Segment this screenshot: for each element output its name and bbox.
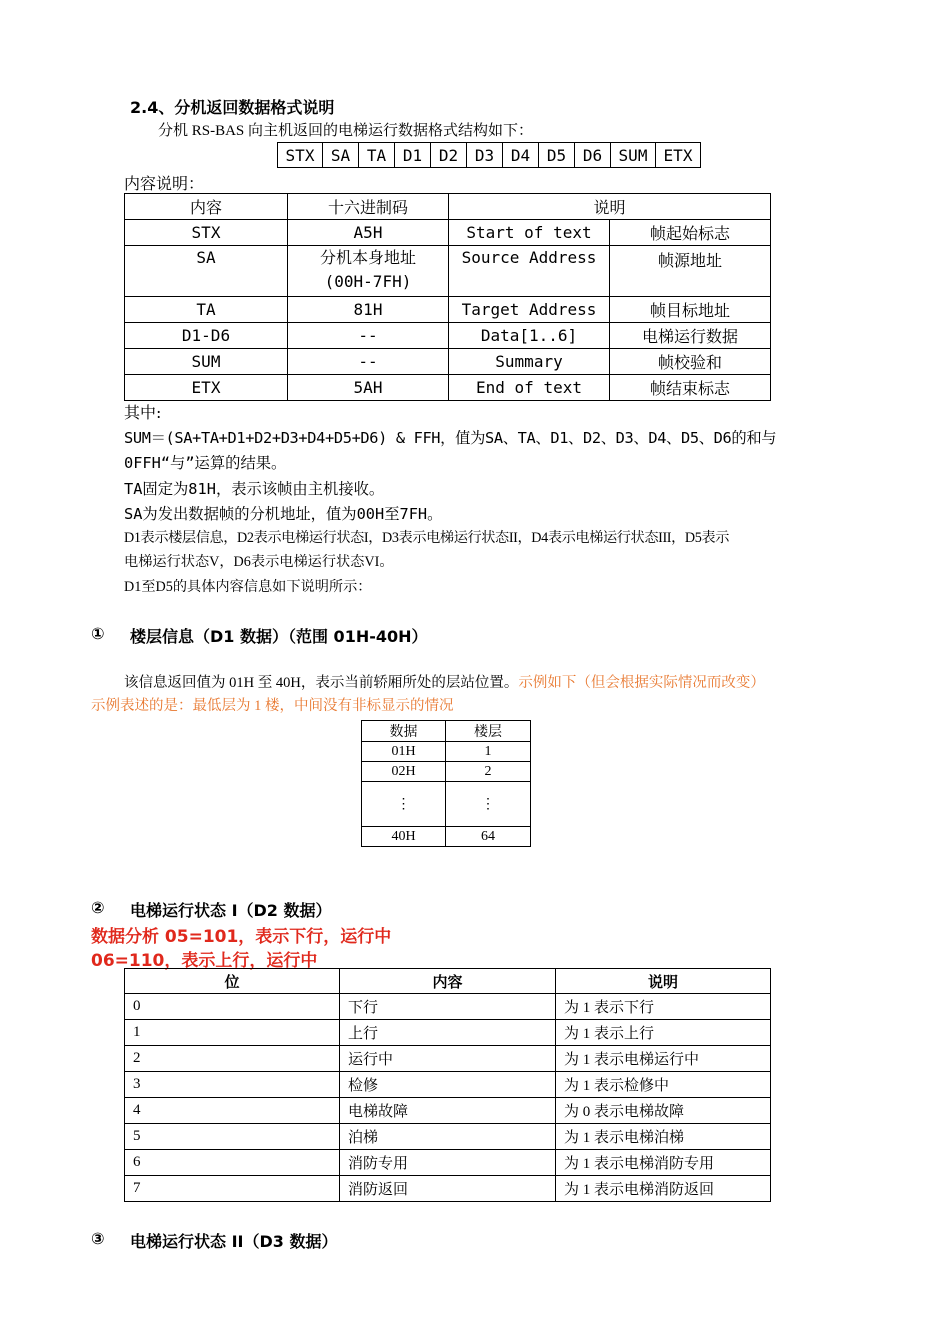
cell: 为 1 表示电梯运行中 bbox=[556, 1046, 771, 1072]
cell: 为 1 表示电梯消防返回 bbox=[556, 1176, 771, 1202]
sub1-number: ① bbox=[91, 624, 105, 643]
frame-field: SA bbox=[323, 143, 359, 168]
table-row bbox=[125, 1046, 771, 1072]
sub3-number: ③ bbox=[91, 1229, 105, 1248]
cell: 泊梯 bbox=[340, 1124, 556, 1150]
cell: 检修 bbox=[340, 1072, 556, 1098]
table-row bbox=[125, 1150, 771, 1176]
table-header: 说明 bbox=[556, 969, 771, 994]
cell: D1-D6 bbox=[125, 323, 288, 349]
table-row bbox=[125, 297, 771, 323]
sub2-analysis-1: 数据分析 05=101，表示下行，运行中 bbox=[91, 927, 392, 947]
sum-line-2: 0FFH“与”运算的结果。 bbox=[124, 454, 287, 472]
cell: Data[1..6] bbox=[449, 323, 610, 349]
table-row bbox=[125, 246, 771, 297]
table-header: 内容 bbox=[125, 194, 288, 220]
table-row bbox=[362, 762, 531, 782]
cell: 电梯故障 bbox=[340, 1098, 556, 1124]
table-row bbox=[362, 782, 531, 827]
notes-label: 其中: bbox=[124, 403, 162, 422]
cell: 为 1 表示电梯泊梯 bbox=[556, 1124, 771, 1150]
table-header: 位 bbox=[125, 969, 340, 994]
cell: 5 bbox=[125, 1124, 340, 1150]
table-row bbox=[125, 1176, 771, 1202]
sub1-desc-text: 该信息返回值为 01H 至 40H，表示当前轿厢所处的层站位置。 bbox=[124, 675, 519, 691]
sub1-title: 楼层信息（D1 数据）（范围 01H-40H） bbox=[130, 627, 428, 646]
cell: 64 bbox=[446, 827, 531, 847]
table-row bbox=[125, 994, 771, 1020]
frame-field: D2 bbox=[431, 143, 467, 168]
cell: 帧结束标志 bbox=[610, 375, 771, 401]
cell bbox=[288, 246, 449, 297]
d-note-2: 电梯运行状态V，D6表示电梯运行状态VI。 bbox=[124, 554, 394, 570]
content-table bbox=[124, 193, 771, 401]
cell: ETX bbox=[125, 375, 288, 401]
cell: -- bbox=[288, 349, 449, 375]
table-row bbox=[125, 1020, 771, 1046]
table-header: 内容 bbox=[340, 969, 556, 994]
sub2-analysis-2: 06=110，表示上行，运行中 bbox=[91, 951, 318, 971]
d-note-3: D1至D5的具体内容信息如下说明所示： bbox=[124, 579, 372, 595]
cell: Start of text bbox=[449, 220, 610, 246]
cell: 4 bbox=[125, 1098, 340, 1124]
frame-field: TA bbox=[359, 143, 395, 168]
frame-field: D5 bbox=[539, 143, 575, 168]
frame-field: ETX bbox=[656, 143, 701, 168]
cell: 7 bbox=[125, 1176, 340, 1202]
table-header: 十六进制码 bbox=[288, 194, 449, 220]
cell: 消防专用 bbox=[340, 1150, 556, 1176]
cell: 帧目标地址 bbox=[610, 297, 771, 323]
cell: Summary bbox=[449, 349, 610, 375]
cell: 帧起始标志 bbox=[610, 220, 771, 246]
sub1-example-desc: 示例表述的是：最低层为 1 楼，中间没有非标显示的情况 bbox=[91, 698, 454, 714]
sub2-number: ② bbox=[91, 898, 105, 917]
frame-field: D6 bbox=[575, 143, 611, 168]
cell-line: 分机本身地址 bbox=[319, 248, 416, 267]
cell: SUM bbox=[125, 349, 288, 375]
frame-field: D3 bbox=[467, 143, 503, 168]
sub3-title: 电梯运行状态 II（D3 数据） bbox=[130, 1232, 338, 1251]
cell: 电梯运行数据 bbox=[610, 323, 771, 349]
ta-note: TA固定为81H，表示该帧由主机接收。 bbox=[124, 480, 385, 498]
table-row bbox=[125, 1098, 771, 1124]
cell: 上行 bbox=[340, 1020, 556, 1046]
d-note-1: D1表示楼层信息，D2表示电梯运行状态I，D3表示电梯运行状态II，D4表示电梯运行状态III，D5表示 bbox=[124, 530, 729, 546]
cell: 为 1 表示电梯消防专用 bbox=[556, 1150, 771, 1176]
d2-bits-table bbox=[124, 968, 771, 1202]
cell: 3 bbox=[125, 1072, 340, 1098]
frame-field: D1 bbox=[395, 143, 431, 168]
cell: Source Address bbox=[449, 246, 610, 297]
cell: 运行中 bbox=[340, 1046, 556, 1072]
table-row bbox=[125, 349, 771, 375]
table-row bbox=[125, 220, 771, 246]
frame-field: SUM bbox=[611, 143, 656, 168]
cell: 帧源地址 bbox=[610, 246, 771, 297]
content-label: 内容说明： bbox=[124, 174, 205, 193]
cell: 为 1 表示下行 bbox=[556, 994, 771, 1020]
frame-structure-table bbox=[277, 142, 701, 168]
cell: 6 bbox=[125, 1150, 340, 1176]
cell: End of text bbox=[449, 375, 610, 401]
cell: 81H bbox=[288, 297, 449, 323]
cell: A5H bbox=[288, 220, 449, 246]
cell: ⋮ bbox=[446, 782, 531, 827]
cell: 40H bbox=[362, 827, 446, 847]
cell: 1 bbox=[125, 1020, 340, 1046]
cell: 2 bbox=[446, 762, 531, 782]
cell-line: (00H-7FH) bbox=[324, 272, 412, 291]
cell: 02H bbox=[362, 762, 446, 782]
cell: -- bbox=[288, 323, 449, 349]
cell: 消防返回 bbox=[340, 1176, 556, 1202]
sa-note: SA为发出数据帧的分机地址，值为00H至7FH。 bbox=[124, 505, 443, 523]
frame-intro: 分机 RS-BAS 向主机返回的电梯运行数据格式结构如下： bbox=[158, 123, 534, 139]
sub1-desc bbox=[124, 671, 765, 692]
cell: 0 bbox=[125, 994, 340, 1020]
cell: 为 1 表示上行 bbox=[556, 1020, 771, 1046]
floor-table bbox=[361, 720, 531, 847]
cell: SA bbox=[125, 246, 288, 297]
cell: 2 bbox=[125, 1046, 340, 1072]
cell: STX bbox=[125, 220, 288, 246]
table-row bbox=[125, 323, 771, 349]
cell: Target Address bbox=[449, 297, 610, 323]
frame-field: D4 bbox=[503, 143, 539, 168]
table-row bbox=[125, 1072, 771, 1098]
cell: 帧校验和 bbox=[610, 349, 771, 375]
table-row bbox=[362, 827, 531, 847]
table-row bbox=[125, 375, 771, 401]
cell: 5AH bbox=[288, 375, 449, 401]
table-header: 数据 bbox=[362, 721, 446, 742]
sub1-example-note: 示例如下（但会根据实际情况而改变） bbox=[518, 675, 765, 691]
cell: 下行 bbox=[340, 994, 556, 1020]
sub2-title: 电梯运行状态 I（D2 数据） bbox=[130, 901, 332, 920]
cell: TA bbox=[125, 297, 288, 323]
table-header: 楼层 bbox=[446, 721, 531, 742]
frame-field: STX bbox=[278, 143, 323, 168]
cell: 为 0 表示电梯故障 bbox=[556, 1098, 771, 1124]
cell: 01H bbox=[362, 742, 446, 762]
table-row bbox=[125, 1124, 771, 1150]
cell: 为 1 表示检修中 bbox=[556, 1072, 771, 1098]
section-title: 2.4、分机返回数据格式说明 bbox=[130, 98, 335, 117]
sum-line-1: SUM＝(SA+TA+D1+D2+D3+D4+D5+D6) & FFH，值为SA、TA、D1、D2、D3、D4、D5、D6的和与 bbox=[124, 429, 777, 447]
cell: 1 bbox=[446, 742, 531, 762]
table-row bbox=[362, 742, 531, 762]
table-header: 说明 bbox=[449, 194, 771, 220]
cell: ⋮ bbox=[362, 782, 446, 827]
